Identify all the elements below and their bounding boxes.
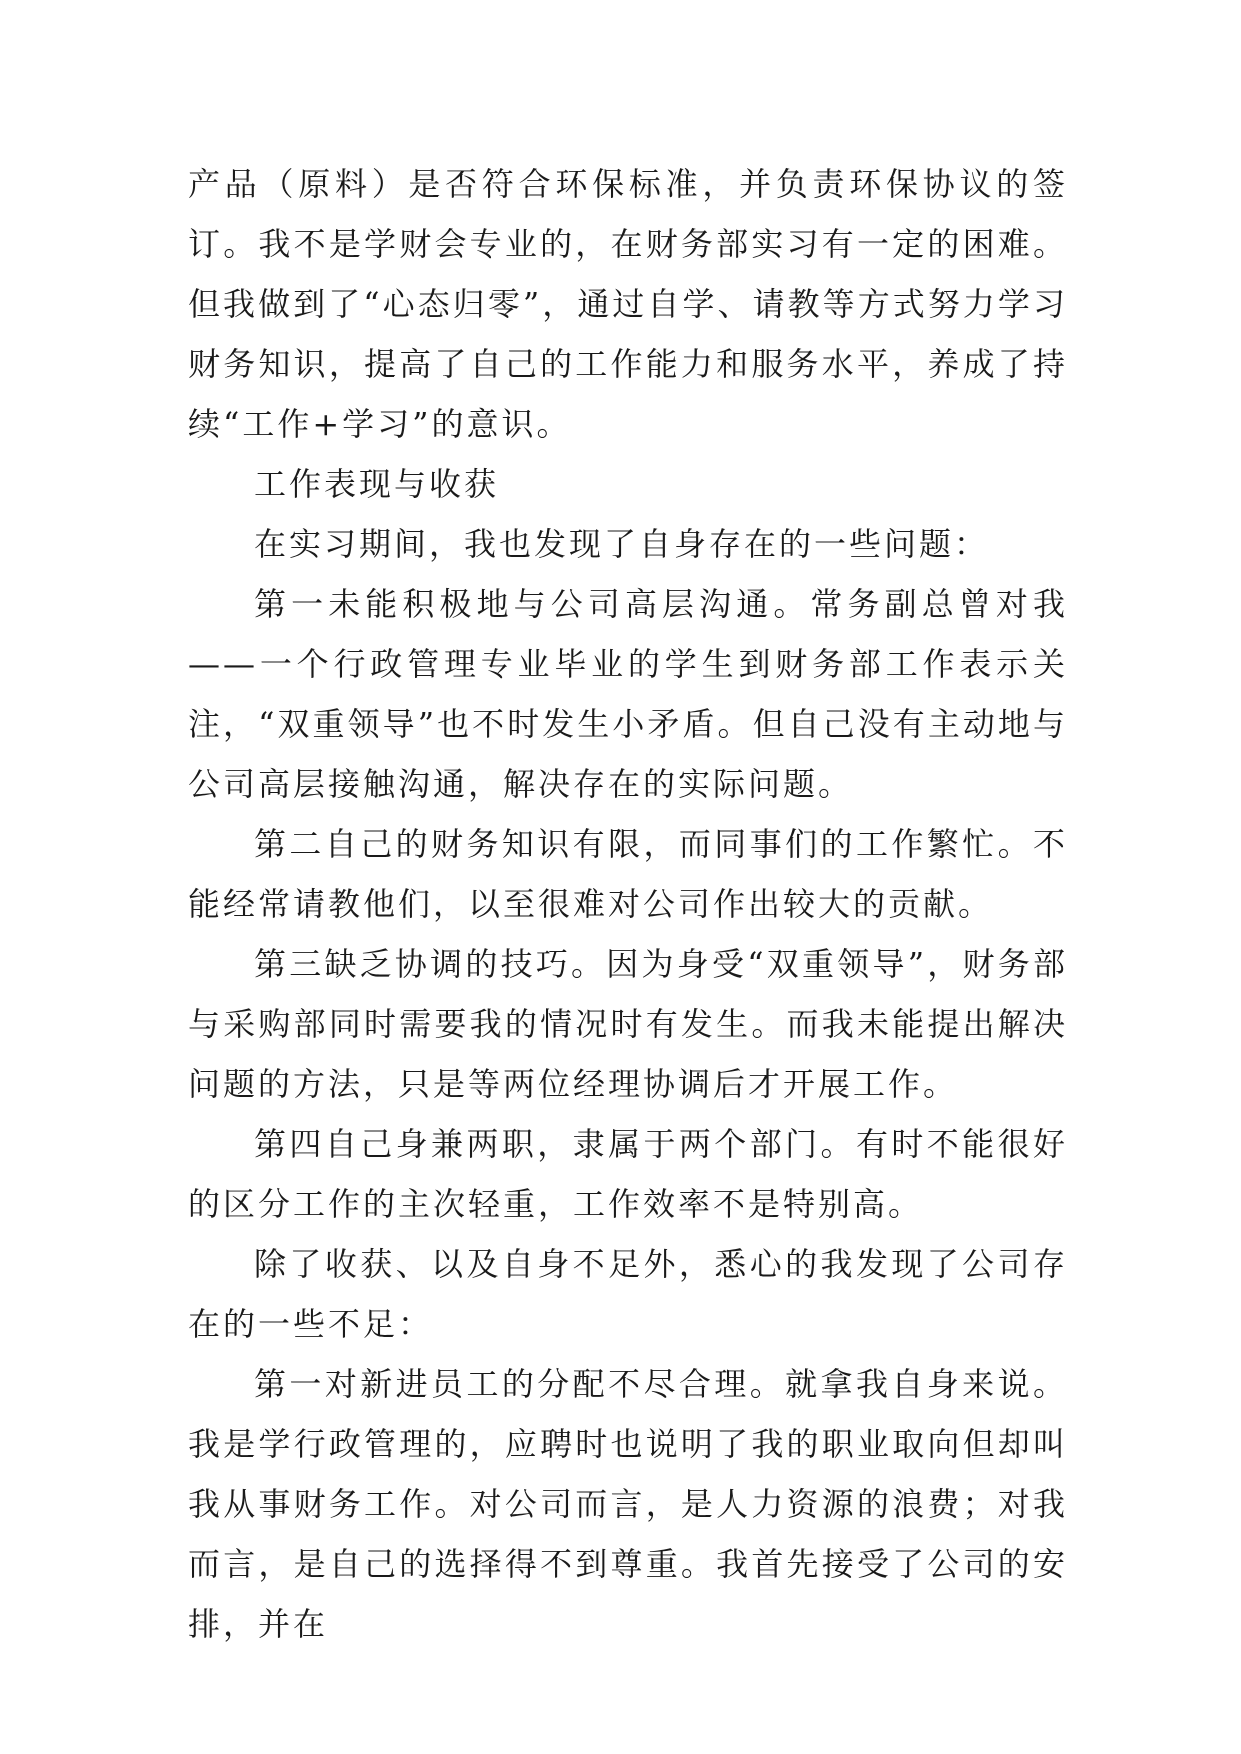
paragraph-6: 第三缺乏协调的技巧。因为身受“双重领导”，财务部与采购部同时需要我的情况时有发生。而我未能提出解决问题的方法，只是等两位经理协调后才开展工作。 (188, 945, 1068, 1103)
paragraph-9: 第一对新进员工的分配不尽合理。就拿我自身来说。我是学行政管理的，应聘时也说明了我的职业取向但却叫我从事财务工作。对公司而言，是人力资源的浪费；对我而言，是自己的选择得不到尊重。我首先接受了公司的安排，并在 (188, 1365, 1068, 1643)
paragraph-1: 产品（原料）是否符合环保标准，并负责环保协议的签订。我不是学财会专业的，在财务部实习有一定的困难。但我做到了“心态归零”，通过自学、请教等方式努力学习财务知识，提高了自己的工作能力和服务水平，养成了持续“工作+学习”的意识。 (188, 165, 1068, 443)
paragraph-4: 第一未能积极地与公司高层沟通。常务副总曾对我——一个行政管理专业毕业的学生到财务部工作表示关注，“双重领导”也不时发生小矛盾。但自己没有主动地与公司高层接触沟通，解决存在的实际问题。 (188, 585, 1068, 803)
paragraph-8: 除了收获、以及自身不足外，悉心的我发现了公司存在的一些不足： (188, 1245, 1068, 1343)
paragraph-5: 第二自己的财务知识有限，而同事们的工作繁忙。不能经常请教他们，以至很难对公司作出较大的贡献。 (188, 825, 1068, 923)
document-body (188, 154, 1068, 1654)
paragraph-3: 在实习期间，我也发现了自身存在的一些问题： (254, 525, 990, 563)
paragraph-7: 第四自己身兼两职，隶属于两个部门。有时不能很好的区分工作的主次轻重，工作效率不是特别高。 (188, 1125, 1068, 1223)
section-heading: 工作表现与收获 (254, 465, 500, 503)
